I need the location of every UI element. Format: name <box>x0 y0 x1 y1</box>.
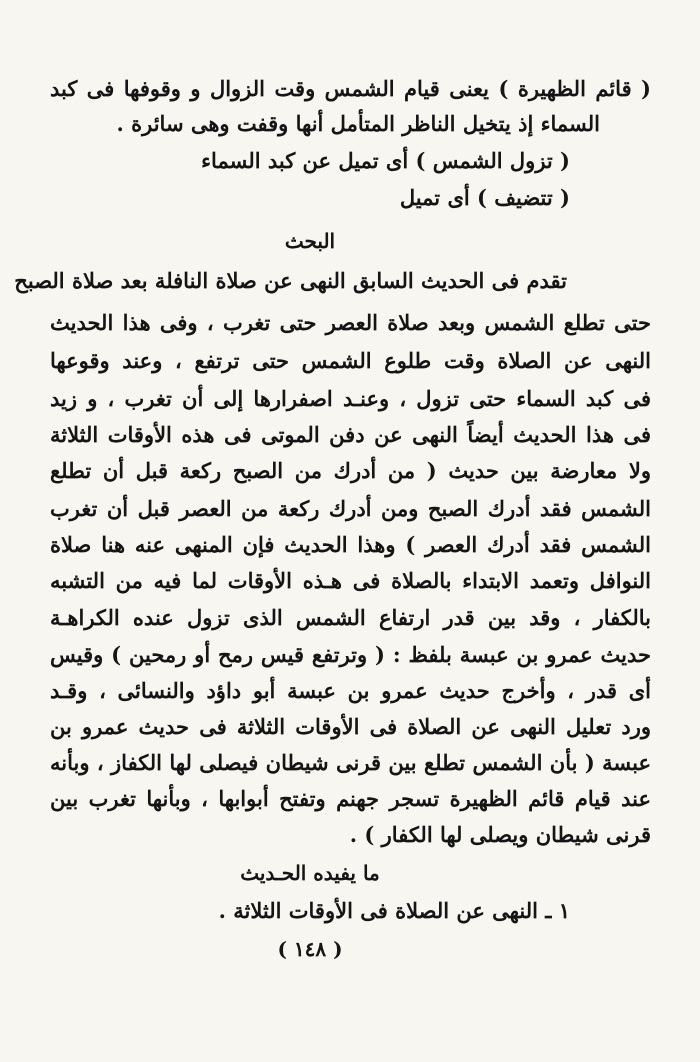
body-line: ولا معارضة بين حديث ( من أدرك من الصبح ركعة قبل أن تطلع <box>50 458 651 483</box>
glossary-line: ( قائم الظهيرة ) يعنى قيام الشمس وقت الزوال و وقوفها فى كبد <box>50 76 651 101</box>
body-line: الشمس فقد أدرك العصر ) وهذا الحديث فإن المنهى عنه هنا صلاة <box>50 532 651 557</box>
body-line: ورد تعليل النهى عن الصلاة فى الأوقات الثلاثة فى حديث عمرو بن <box>50 714 651 739</box>
body-line: تقدم فى الحديث السابق النهى عن صلاة النافلة بعد صلاة الصبح <box>14 268 567 293</box>
body-line: بالكفار ، وقد بين قدر ارتفاع الشمس الذى تزول عنده الكراهـة <box>50 605 651 630</box>
body-line: النوافل وتعمد الابتداء بالصلاة فى هـذه الأوقات لما فيه من التشبه <box>50 568 651 593</box>
body-line: فى هذا الحديث أيضاً النهى عن دفن الموتى فى هذه الأوقات الثلاثة <box>50 422 651 447</box>
glossary-line: ( تتضيف ) أى تميل <box>399 185 570 210</box>
body-line: النهى عن الصلاة وقت طلوع الشمس حتى ترتفع ، وعند وقوعها <box>50 348 651 373</box>
glossary-line: ( تزول الشمس ) أى تميل عن كبد السماء <box>201 148 570 173</box>
section-title-research: البحث <box>284 229 336 253</box>
body-line: عند قيام قائم الظهيرة تسجر جهنم وتفتح أبوابها ، وبأنها تغرب بين <box>50 786 651 811</box>
body-line: قرنى شيطان ويصلى لها الكفار ) . <box>349 822 651 847</box>
body-line: حديث عمرو بن عبسة بلفظ : ( وترتفع قيس رمح أو رمحين ) وقيس <box>50 642 651 667</box>
body-line: عبسة ( بأن الشمس تطلع بين قرنى شيطان فيصلى لها الكفاز ، وبأنه <box>50 750 651 775</box>
body-line: فى كبد السماء حتى تزول ، وعنـد اصفرارها إلى أن تغرب ، و زيد <box>50 386 651 411</box>
benefit-item: ١ ـ النهى عن الصلاة فى الأوقات الثلاثة . <box>218 898 570 923</box>
section-title-benefits: ما يفيده الحـديث <box>240 861 380 885</box>
body-line: الشمس فقد أدرك الصبح ومن أدرك ركعة من العصر قبل أن تغرب <box>50 496 651 521</box>
glossary-line: السماء إذ يتخيل الناظر المتأمل أنها وقفت وهى سائرة . <box>116 111 600 136</box>
body-line: أى قدر ، وأخرج حديث عمرو بن عبسة أبو داؤد والنسائى ، وقـد <box>50 678 651 703</box>
page-number: ( ١٤٨ ) <box>277 937 343 961</box>
body-line: حتى تطلع الشمس وبعد صلاة العصر حتى تغرب ، وفى هذا الحديث <box>50 310 651 335</box>
